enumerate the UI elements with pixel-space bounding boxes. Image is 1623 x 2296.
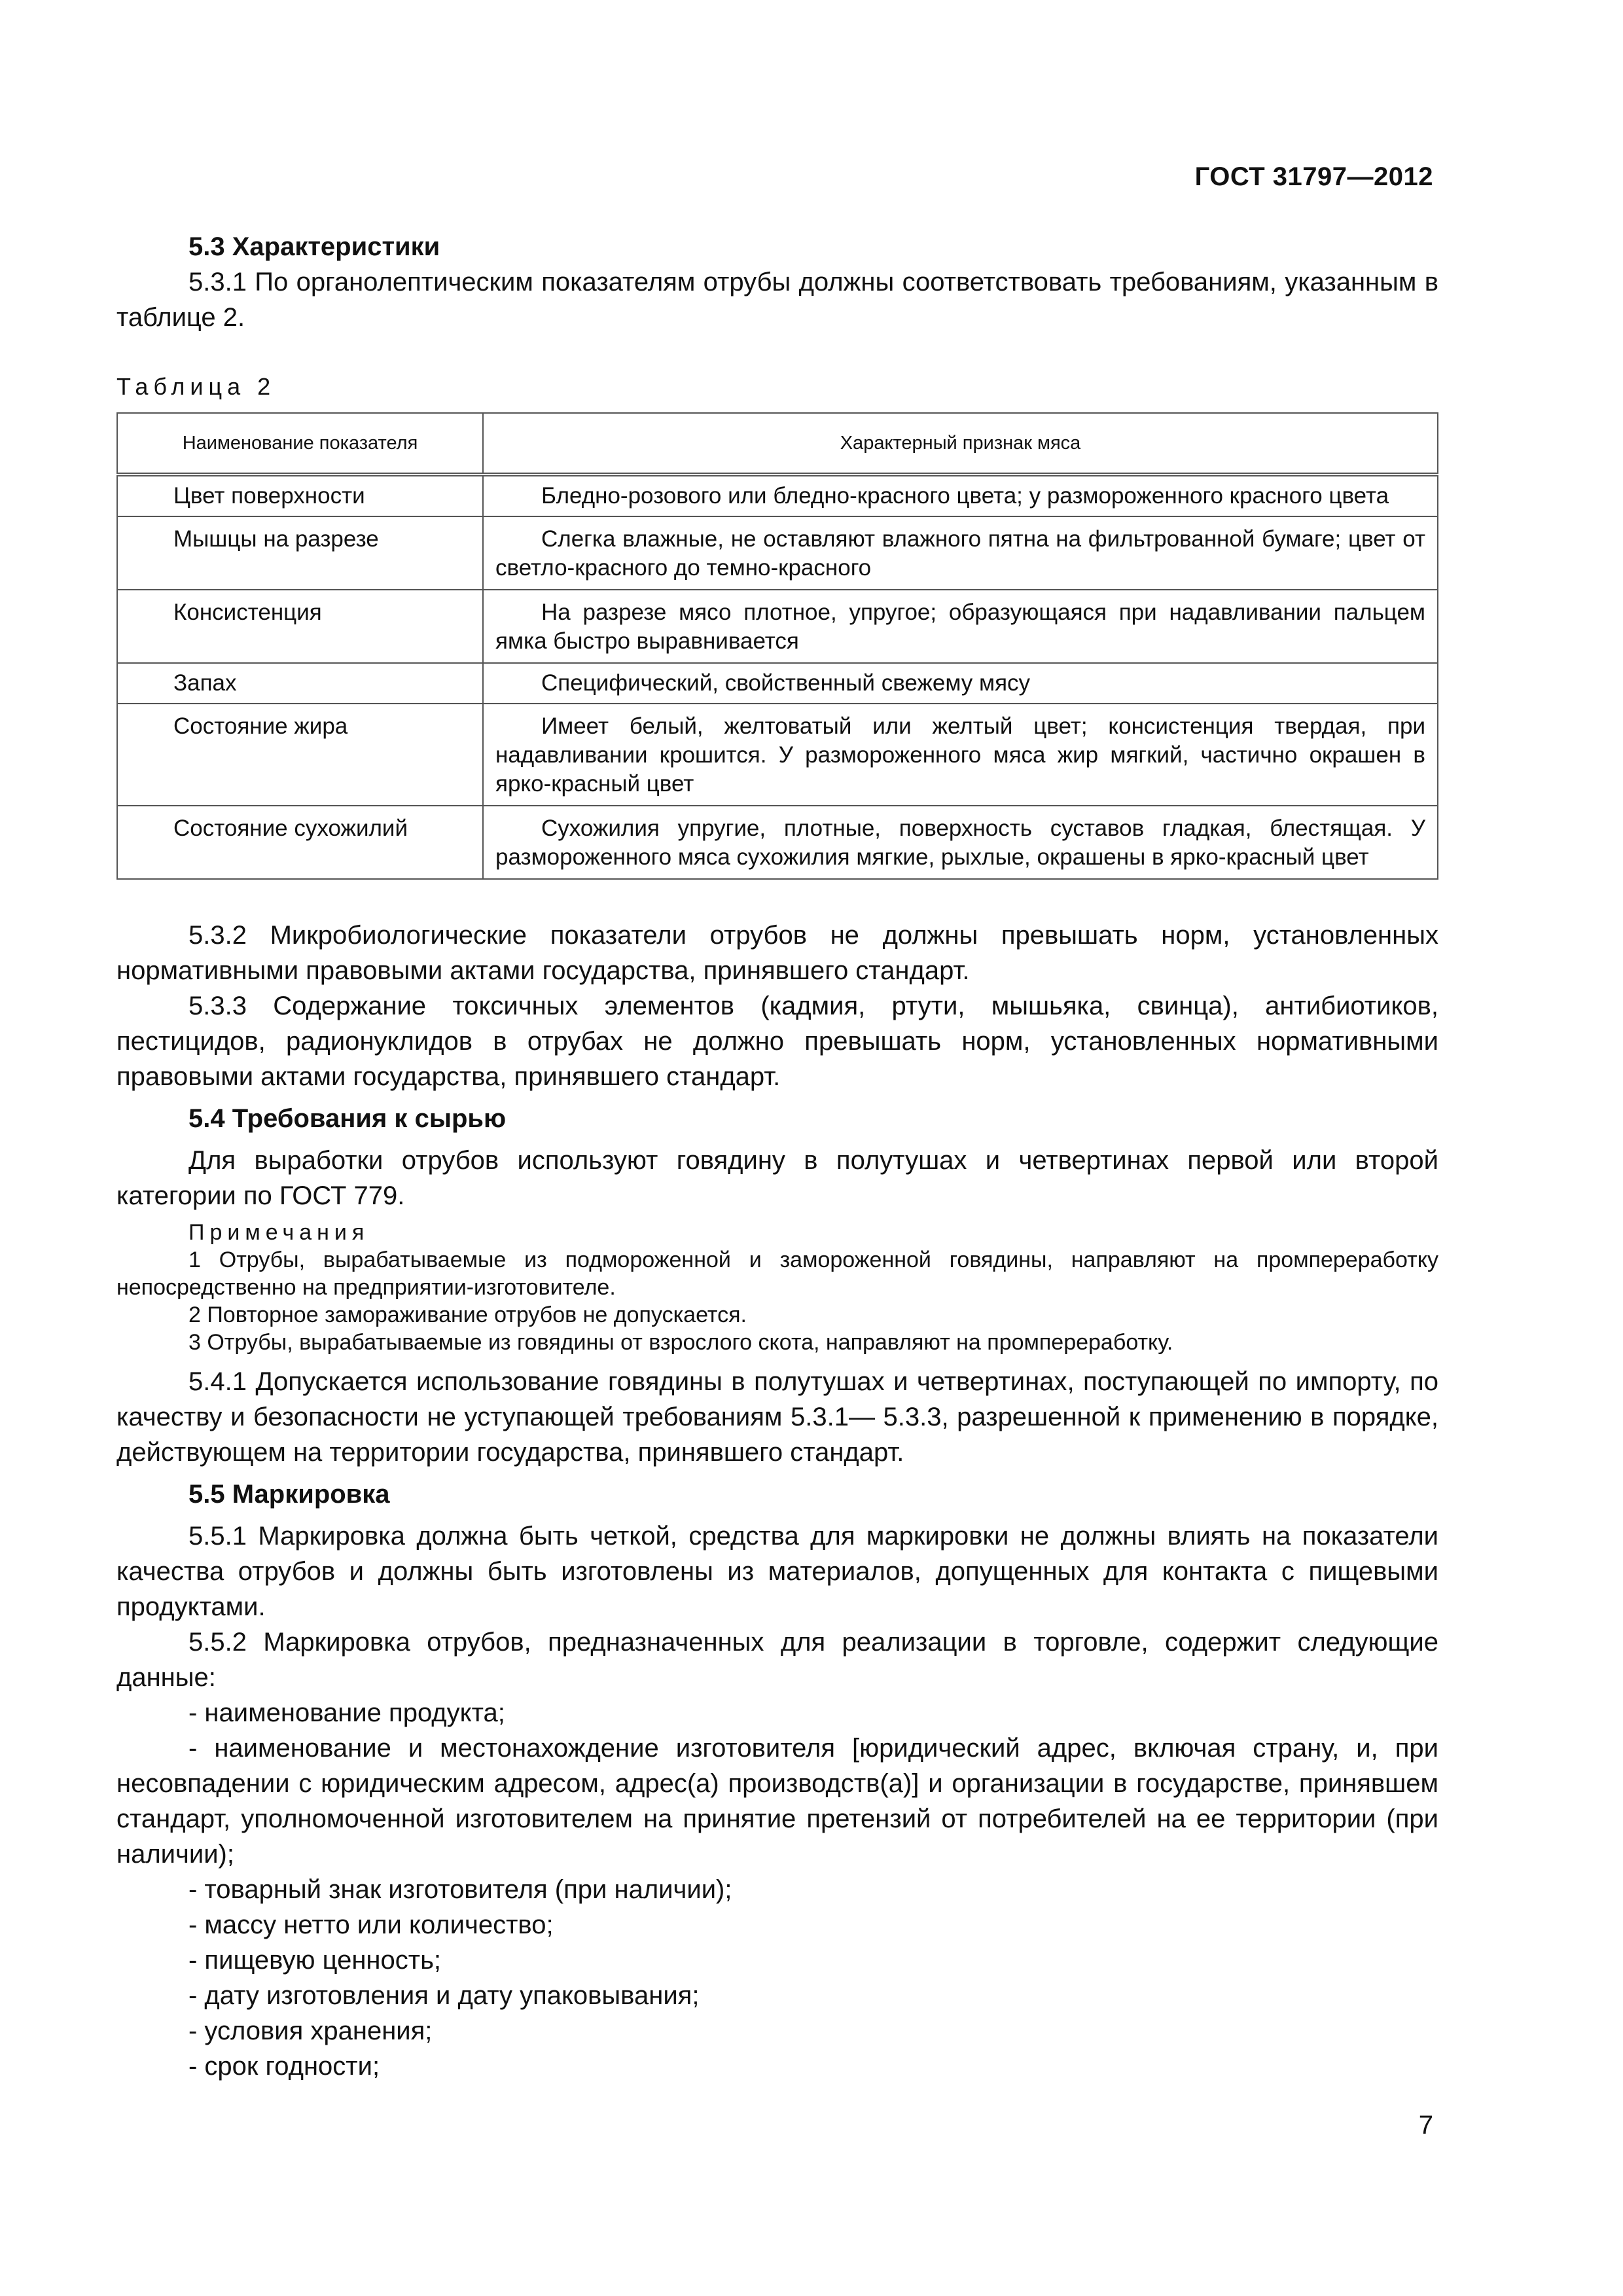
notes-title: Примечания: [188, 1220, 370, 1245]
table-2: [116, 412, 1438, 880]
list-item: - условия хранения;: [188, 2017, 433, 2045]
paragraph-5-4-1: 5.4.1 Допускается использование говядины в полутушах и четвертинах, поступающей по импорту, по качеству и безопасности не уступающей требованиям 5.3.1— 5.3.3, разрешенной к применению в порядке, действующем на территории государства, принявшего стандарт.: [116, 1367, 1438, 1467]
note-item: 2 Повторное замораживание отрубов не допускается.: [188, 1302, 747, 1327]
column-header-value: Характерный признак мяса: [483, 413, 1438, 475]
list-item: - наименование продукта;: [188, 1698, 505, 1727]
section-heading-5-5: 5.5 Маркировка: [188, 1480, 390, 1509]
row-name: Запах: [117, 663, 483, 704]
row-name: Цвет поверхности: [117, 475, 483, 516]
table-row: [117, 590, 1438, 663]
section-heading-5-4: 5.4 Требования к сырью: [188, 1104, 507, 1133]
paragraph-5-5-1: 5.5.1 Маркировка должна быть четкой, средства для маркировки не должны влиять на показатели качества отрубов и должны быть изготовлены из материалов, допущенных для контакта с пищевыми продуктами.: [116, 1522, 1438, 1621]
list-item: - срок годности;: [188, 2052, 380, 2081]
list-item: - пищевую ценность;: [188, 1946, 442, 1975]
list-item: - товарный знак изготовителя (при наличии);: [188, 1875, 732, 1904]
paragraph-5-3-1: 5.3.1 По органолептическим показателям отрубы должны соответствовать требованиям, указанным в таблице 2.: [116, 268, 1438, 332]
note-item: 1 Отрубы, вырабатываемые из подмороженной и замороженной говядины, направляют на промпереработку непосредственно на предприятии-изготовителе.: [116, 1247, 1438, 1300]
row-value: На разрезе мясо плотное, упругое; образующаяся при надавливании пальцем ямка быстро выравнивается: [483, 590, 1438, 663]
row-value: Специфический, свойственный свежему мясу: [483, 663, 1438, 704]
list-item: - дату изготовления и дату упаковывания;: [188, 1981, 700, 2010]
row-name: Состояние сухожилий: [117, 806, 483, 879]
row-value: Бледно-розового или бледно-красного цвета; у размороженного красного цвета: [483, 475, 1438, 516]
row-name: Состояние жира: [117, 704, 483, 806]
table-row: [117, 475, 1438, 516]
table-row: [117, 516, 1438, 590]
paragraph-5-5-2: 5.5.2 Маркировка отрубов, предназначенных для реализации в торговле, содержит следующие данные:: [116, 1628, 1438, 1692]
row-value: Сухожилия упругие, плотные, поверхность суставов гладкая, блестящая. У размороженного мяса сухожилия мягкие, рыхлые, окрашены в ярко-красный цвет: [483, 806, 1438, 879]
table-row: [117, 806, 1438, 879]
page-content: [116, 229, 1438, 2084]
row-value: Слегка влажные, не оставляют влажного пятна на фильтрованной бумаге; цвет от светло-красного до темно-красного: [483, 516, 1438, 590]
row-value: Имеет белый, желтоватый или желтый цвет; консистенция твердая, при надавливании крошится. У размороженного мяса жир мягкий, частично окрашен в ярко-красный цвет: [483, 704, 1438, 806]
column-header-name: Наименование показателя: [117, 413, 483, 475]
paragraph-5-4: Для выработки отрубов используют говядину в полутушах и четвертинах первой или второй категории по ГОСТ 779.: [116, 1146, 1438, 1210]
table-row: [117, 704, 1438, 806]
document-code: ГОСТ 31797—2012: [1194, 162, 1433, 191]
page-number: 7: [1418, 2111, 1433, 2140]
list-item: - наименование и местонахождение изготовителя [юридический адрес, включая страну, и, при несовпадении с юридическим адресом, адрес(а) производств(а)] и организации в государстве, принявшем стандарт, уполномоченной изготовителем на принятие претензий от потребителей на ее территории (при наличии);: [116, 1734, 1438, 1869]
note-item: 3 Отрубы, вырабатываемые из говядины от взрослого скота, направляют на промпереработку.: [188, 1330, 1173, 1355]
list-item: - массу нетто или количество;: [188, 1910, 554, 1939]
notes-block: [116, 1219, 1438, 1356]
table-caption: Таблица 2: [116, 373, 276, 400]
row-name: Консистенция: [117, 590, 483, 663]
table-row: [117, 663, 1438, 704]
table-header-row: [117, 413, 1438, 475]
section-heading-5-3: 5.3 Характеристики: [188, 232, 440, 261]
paragraph-5-3-3: 5.3.3 Содержание токсичных элементов (кадмия, ртути, мышьяка, свинца), антибиотиков, пестицидов, радионуклидов в отрубах не должно превышать норм, установленных нормативными правовыми актами государства, принявшего стандарт.: [116, 992, 1438, 1091]
row-name: Мышцы на разрезе: [117, 516, 483, 590]
paragraph-5-3-2: 5.3.2 Микробиологические показатели отрубов не должны превышать норм, установленных нормативными правовыми актами государства, принявшего стандарт.: [116, 921, 1438, 985]
